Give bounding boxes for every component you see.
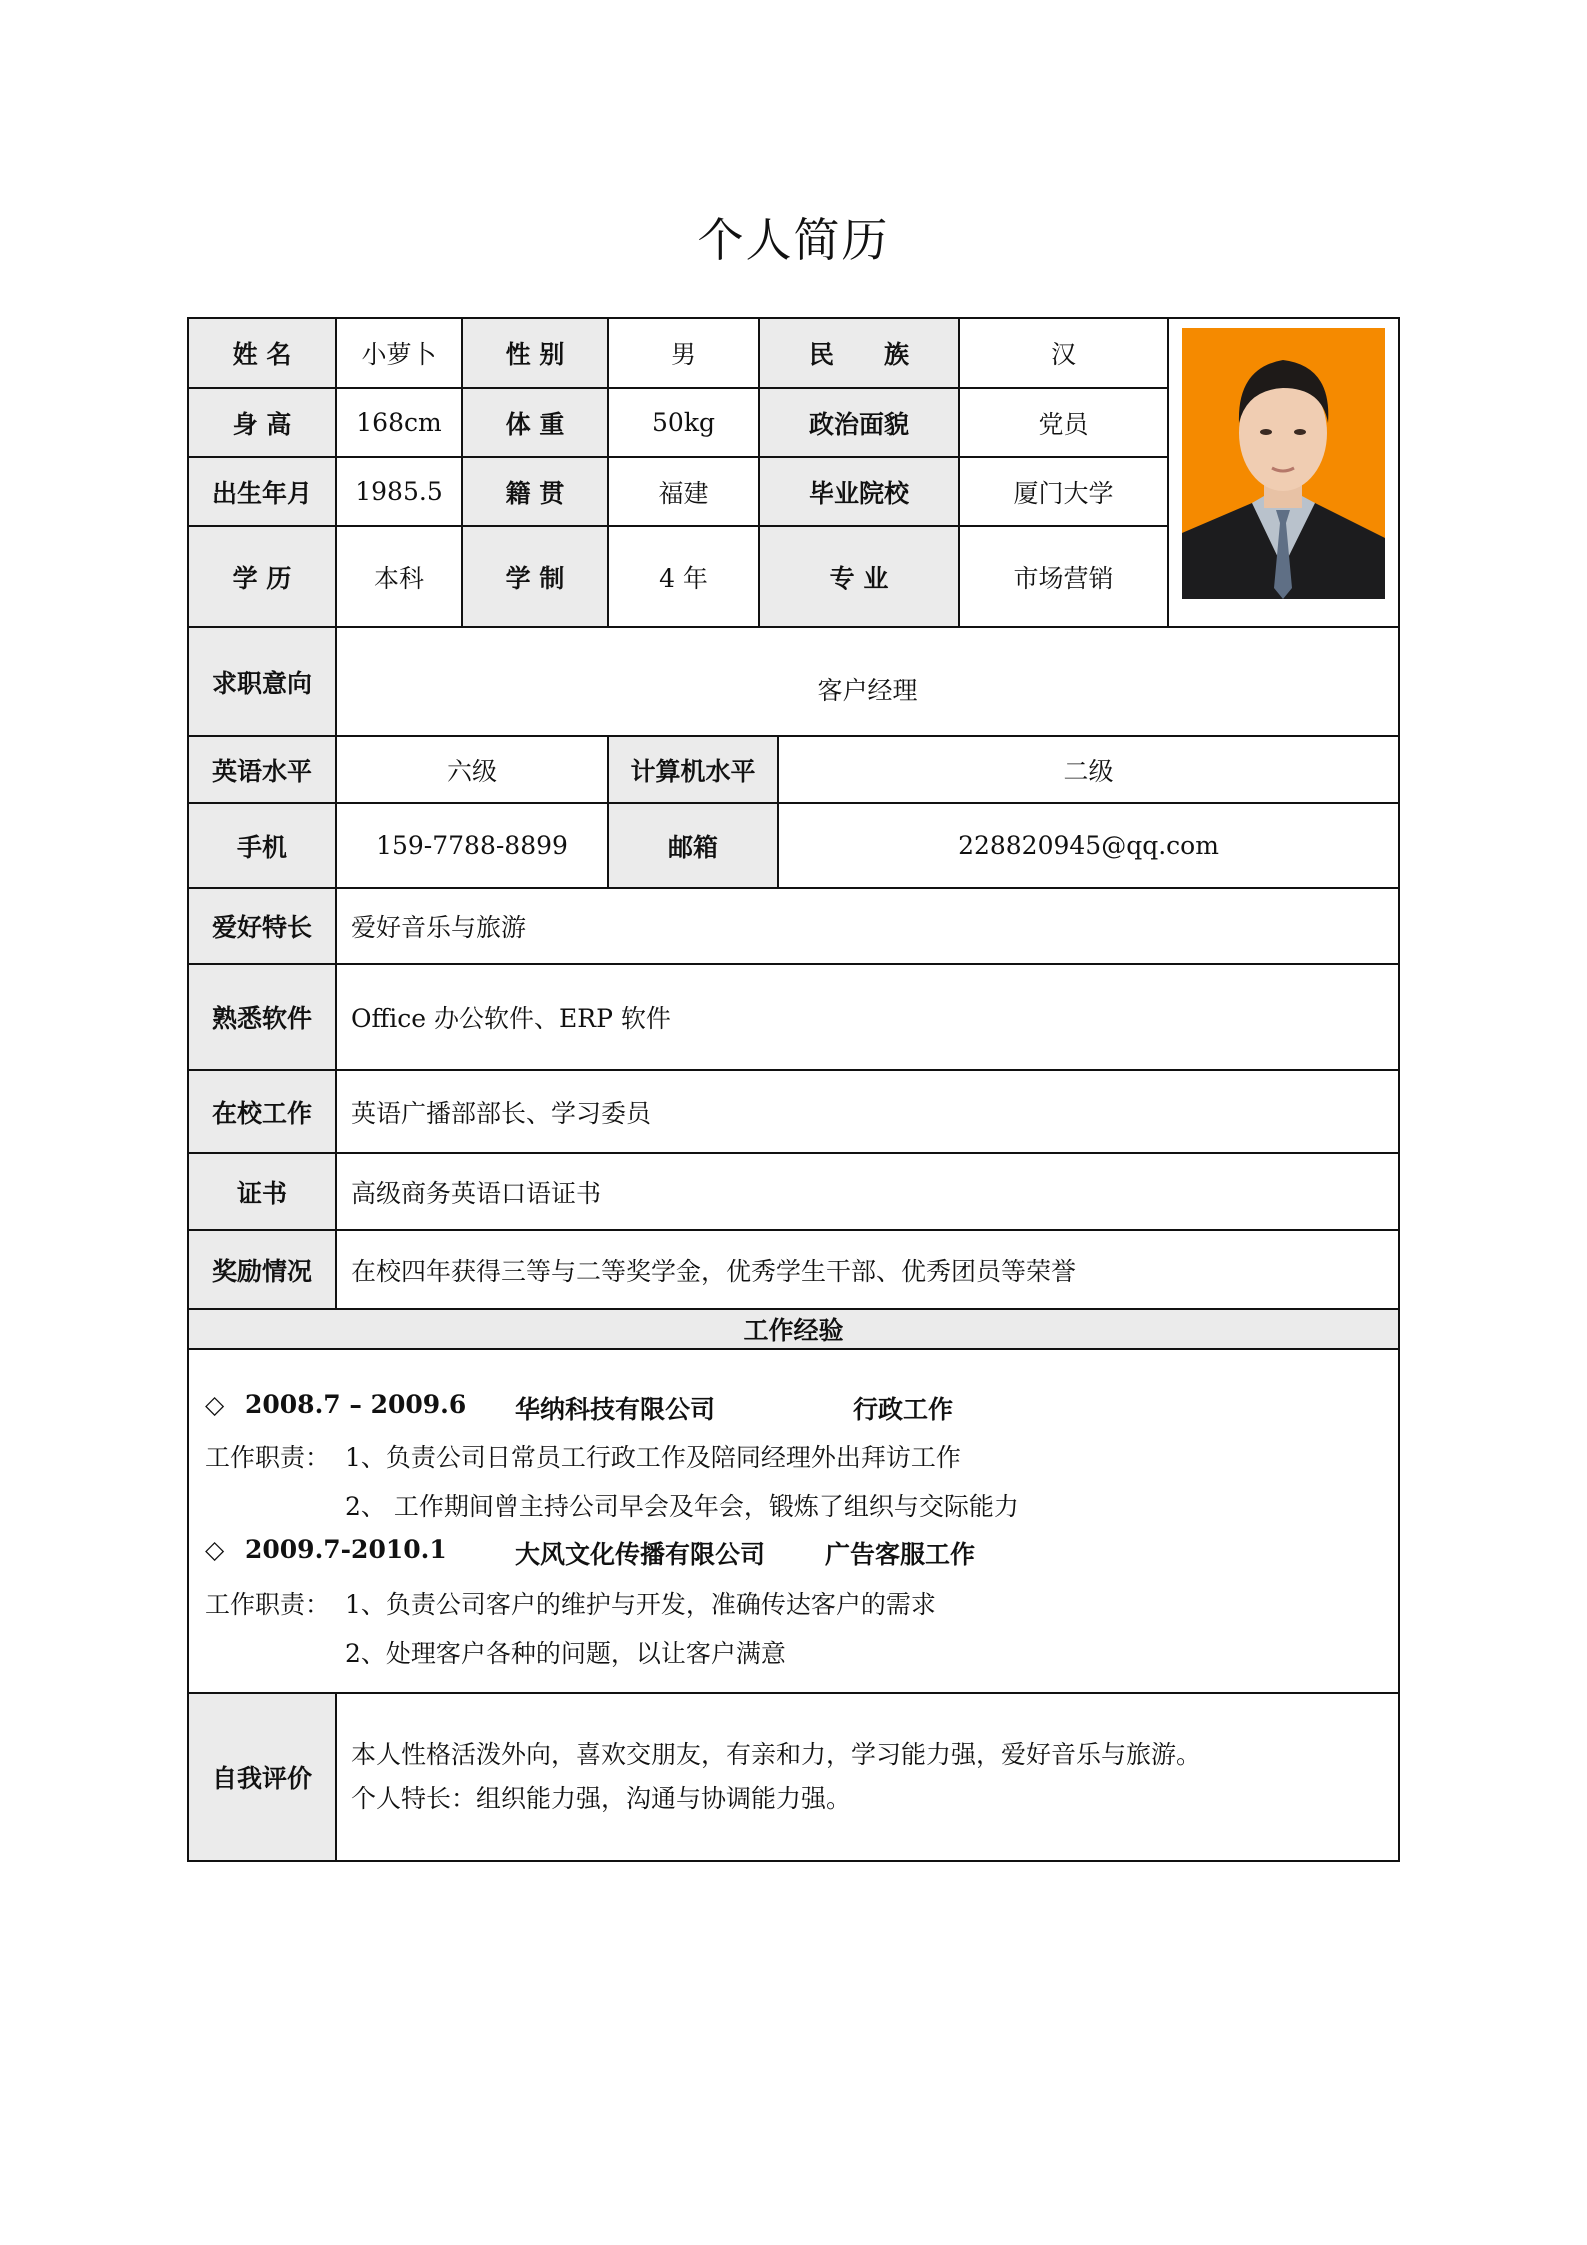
- hometown-value: 福建: [607, 456, 760, 527]
- name-value: 小萝卜: [335, 317, 463, 389]
- hobbies-label: 爱好特长: [187, 887, 337, 965]
- birth-value: 1985.5: [335, 456, 463, 527]
- job-2-duty-1: 1、负责公司客户的维护与开发，准确传达客户的需求: [345, 1590, 936, 1619]
- job-2-company: 大风文化传播有限公司: [515, 1540, 766, 1569]
- page-title: 个人简历: [697, 213, 890, 267]
- job-2-bullet-icon: ◇: [205, 1535, 225, 1564]
- major-label: 专 业: [758, 525, 960, 628]
- major-value: 市场营销: [958, 525, 1169, 628]
- weight-label: 体 重: [461, 387, 609, 458]
- gender-label: 性 别: [461, 317, 609, 389]
- phone-label: 手机: [187, 802, 337, 889]
- education-label: 学 历: [187, 525, 337, 628]
- self-evaluation-line-1: 本人性格活泼外向，喜欢交朋友，有亲和力，学习能力强，爱好音乐与旅游。: [351, 1740, 1202, 1769]
- self-evaluation-label: 自我评价: [187, 1692, 337, 1862]
- ethnicity-label: 民 族: [758, 317, 960, 389]
- self-evaluation-line-2: 个人特长：组织能力强，沟通与协调能力强。: [351, 1784, 852, 1813]
- certificate-label: 证书: [187, 1152, 337, 1231]
- job-1-position: 行政工作: [853, 1395, 954, 1424]
- objective-label: 求职意向: [187, 626, 337, 737]
- job-1-duty-1: 1、负责公司日常员工行政工作及陪同经理外出拜访工作: [345, 1443, 961, 1472]
- height-label: 身 高: [187, 387, 337, 458]
- job-1-period: 2008.7 – 2009.6: [245, 1390, 467, 1419]
- job-1-bullet-icon: ◇: [205, 1390, 225, 1419]
- name-label: 姓 名: [187, 317, 337, 389]
- job-2-duty-label: 工作职责：: [205, 1590, 331, 1619]
- job-2-duty-2: 2、处理客户各种的问题，以让客户满意: [345, 1639, 786, 1668]
- profile-photo: [1182, 328, 1385, 599]
- hobbies-value: 爱好音乐与旅游: [335, 887, 1400, 965]
- birth-label: 出生年月: [187, 456, 337, 527]
- self-evaluation-content: [335, 1692, 1400, 1862]
- computer-value: 二级: [777, 735, 1400, 804]
- phone-value: 159-7788-8899: [335, 802, 609, 889]
- software-value: Office 办公软件、ERP 软件: [335, 963, 1400, 1071]
- ethnicity-value: 汉: [958, 317, 1169, 389]
- job-1-duty-2: 2、 工作期间曾主持公司早会及年会，锻炼了组织与交际能力: [345, 1492, 1019, 1521]
- hometown-label: 籍 贯: [461, 456, 609, 527]
- job-1-company: 华纳科技有限公司: [515, 1395, 716, 1424]
- job-2-period: 2009.7-2010.1: [245, 1535, 447, 1564]
- duration-value: 4 年: [607, 525, 760, 628]
- awards-label: 奖励情况: [187, 1229, 337, 1310]
- duration-label: 学 制: [461, 525, 609, 628]
- awards-value: 在校四年获得三等与二等奖学金，优秀学生干部、优秀团员等荣誉: [335, 1229, 1400, 1310]
- gender-value: 男: [607, 317, 760, 389]
- certificate-value: 高级商务英语口语证书: [335, 1152, 1400, 1231]
- objective-value: 客户经理: [335, 626, 1400, 737]
- english-label: 英语水平: [187, 735, 337, 804]
- campus-work-label: 在校工作: [187, 1069, 337, 1154]
- job-1-duty-label: 工作职责：: [205, 1443, 331, 1472]
- experience-header: 工作经验: [187, 1308, 1400, 1350]
- school-value: 厦门大学: [958, 456, 1169, 527]
- political-label: 政治面貌: [758, 387, 960, 458]
- job-2-position: 广告客服工作: [825, 1540, 976, 1569]
- english-value: 六级: [335, 735, 609, 804]
- software-label: 熟悉软件: [187, 963, 337, 1071]
- email-label: 邮箱: [607, 802, 779, 889]
- political-value: 党员: [958, 387, 1169, 458]
- education-value: 本科: [335, 525, 463, 628]
- campus-work-value: 英语广播部部长、学习委员: [335, 1069, 1400, 1154]
- computer-label: 计算机水平: [607, 735, 779, 804]
- weight-value: 50kg: [607, 387, 760, 458]
- experience-section: [187, 1348, 1400, 1694]
- email-value: 228820945@qq.com: [777, 802, 1400, 889]
- height-value: 168cm: [335, 387, 463, 458]
- school-label: 毕业院校: [758, 456, 960, 527]
